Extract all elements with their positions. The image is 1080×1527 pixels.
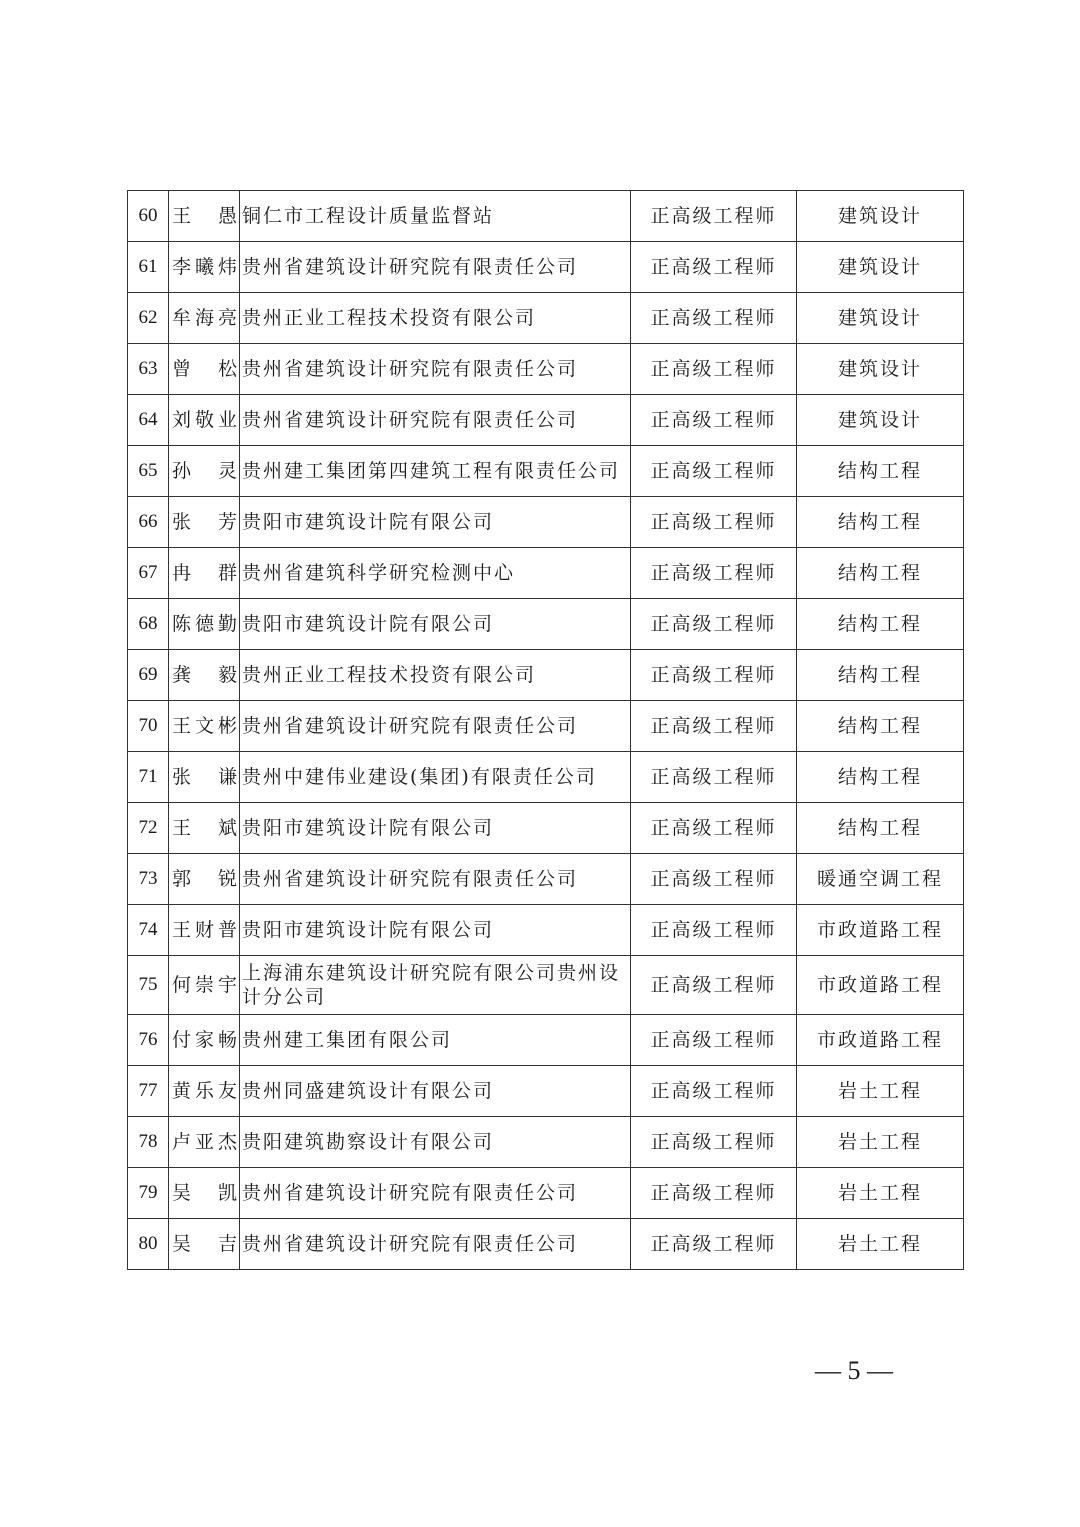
- row-number-cell: 72: [128, 803, 169, 854]
- specialty-cell: 结构工程: [797, 803, 964, 854]
- row-number-cell: 75: [128, 956, 169, 1015]
- row-number-cell: 62: [128, 293, 169, 344]
- specialty-cell: 建筑设计: [797, 344, 964, 395]
- professional-title-cell: 正高级工程师: [631, 1117, 797, 1168]
- professional-title-cell: 正高级工程师: [631, 242, 797, 293]
- professional-title-cell: 正高级工程师: [631, 650, 797, 701]
- table-row: [128, 905, 964, 956]
- organization-cell: 贵州正业工程技术投资有限公司: [240, 293, 631, 344]
- professional-title-cell: 正高级工程师: [631, 191, 797, 242]
- row-number-cell: 73: [128, 854, 169, 905]
- professional-title-cell: 正高级工程师: [631, 497, 797, 548]
- specialty-cell: 市政道路工程: [797, 905, 964, 956]
- person-name-cell: 龚 毅: [169, 650, 240, 701]
- specialty-cell: 岩土工程: [797, 1219, 964, 1270]
- row-number-cell: 65: [128, 446, 169, 497]
- table-row: [128, 1117, 964, 1168]
- row-number-cell: 66: [128, 497, 169, 548]
- table-row: [128, 854, 964, 905]
- person-name-cell: 卢亚杰: [169, 1117, 240, 1168]
- person-name-cell: 陈德勤: [169, 599, 240, 650]
- table-row: [128, 1066, 964, 1117]
- roster-body: [128, 191, 964, 1270]
- person-name-cell: 刘敬业: [169, 395, 240, 446]
- row-number-cell: 61: [128, 242, 169, 293]
- professional-title-cell: 正高级工程师: [631, 701, 797, 752]
- organization-cell: 贵阳市建筑设计院有限公司: [240, 905, 631, 956]
- specialty-cell: 结构工程: [797, 548, 964, 599]
- row-number-cell: 70: [128, 701, 169, 752]
- specialty-cell: 结构工程: [797, 752, 964, 803]
- row-number-cell: 74: [128, 905, 169, 956]
- person-name-cell: 吴 吉: [169, 1219, 240, 1270]
- person-name-cell: 付家畅: [169, 1015, 240, 1066]
- person-name-cell: 王文彬: [169, 701, 240, 752]
- professional-title-cell: 正高级工程师: [631, 293, 797, 344]
- organization-cell: 贵州省建筑设计研究院有限责任公司: [240, 1219, 631, 1270]
- table-row: [128, 242, 964, 293]
- professional-title-cell: 正高级工程师: [631, 548, 797, 599]
- table-row: [128, 446, 964, 497]
- professional-title-cell: 正高级工程师: [631, 1015, 797, 1066]
- specialty-cell: 市政道路工程: [797, 956, 964, 1015]
- professional-title-cell: 正高级工程师: [631, 1219, 797, 1270]
- organization-cell: 贵州省建筑设计研究院有限责任公司: [240, 701, 631, 752]
- organization-cell: 贵州省建筑科学研究检测中心: [240, 548, 631, 599]
- page-number: — 5 —: [815, 1356, 893, 1385]
- organization-cell: 铜仁市工程设计质量监督站: [240, 191, 631, 242]
- professional-title-cell: 正高级工程师: [631, 1066, 797, 1117]
- person-name-cell: 何崇宇: [169, 956, 240, 1015]
- row-number-cell: 67: [128, 548, 169, 599]
- row-number-cell: 63: [128, 344, 169, 395]
- person-name-cell: 牟海亮: [169, 293, 240, 344]
- person-name-cell: 冉 群: [169, 548, 240, 599]
- table-row: [128, 1168, 964, 1219]
- table-row: [128, 803, 964, 854]
- professional-title-cell: 正高级工程师: [631, 395, 797, 446]
- specialty-cell: 暖通空调工程: [797, 854, 964, 905]
- person-name-cell: 张 谦: [169, 752, 240, 803]
- organization-cell: 贵州建工集团第四建筑工程有限责任公司: [240, 446, 631, 497]
- specialty-cell: 市政道路工程: [797, 1015, 964, 1066]
- specialty-cell: 岩土工程: [797, 1168, 964, 1219]
- organization-cell: 上海浦东建筑设计研究院有限公司贵州设计分公司: [240, 956, 631, 1015]
- organization-cell: 贵阳建筑勘察设计有限公司: [240, 1117, 631, 1168]
- table-row: [128, 752, 964, 803]
- specialty-cell: 建筑设计: [797, 293, 964, 344]
- table-row: [128, 701, 964, 752]
- organization-cell: 贵州省建筑设计研究院有限责任公司: [240, 395, 631, 446]
- row-number-cell: 79: [128, 1168, 169, 1219]
- specialty-cell: 岩土工程: [797, 1117, 964, 1168]
- organization-cell: 贵州省建筑设计研究院有限责任公司: [240, 344, 631, 395]
- specialty-cell: 结构工程: [797, 650, 964, 701]
- specialty-cell: 结构工程: [797, 599, 964, 650]
- person-name-cell: 王财普: [169, 905, 240, 956]
- professional-title-cell: 正高级工程师: [631, 446, 797, 497]
- table-row: [128, 191, 964, 242]
- row-number-cell: 80: [128, 1219, 169, 1270]
- table-row: [128, 1015, 964, 1066]
- organization-cell: 贵州省建筑设计研究院有限责任公司: [240, 1168, 631, 1219]
- specialty-cell: 结构工程: [797, 701, 964, 752]
- person-name-cell: 王 愚: [169, 191, 240, 242]
- table-row: [128, 395, 964, 446]
- row-number-cell: 68: [128, 599, 169, 650]
- specialty-cell: 岩土工程: [797, 1066, 964, 1117]
- person-name-cell: 孙 灵: [169, 446, 240, 497]
- professional-title-cell: 正高级工程师: [631, 956, 797, 1015]
- table-row: [128, 599, 964, 650]
- table-row: [128, 1219, 964, 1270]
- specialty-cell: 结构工程: [797, 497, 964, 548]
- table-row: [128, 650, 964, 701]
- specialty-cell: 结构工程: [797, 446, 964, 497]
- organization-cell: 贵州同盛建筑设计有限公司: [240, 1066, 631, 1117]
- person-name-cell: 黄乐友: [169, 1066, 240, 1117]
- person-name-cell: 曾 松: [169, 344, 240, 395]
- professional-title-cell: 正高级工程师: [631, 854, 797, 905]
- row-number-cell: 64: [128, 395, 169, 446]
- table-row: [128, 956, 964, 1015]
- row-number-cell: 76: [128, 1015, 169, 1066]
- row-number-cell: 78: [128, 1117, 169, 1168]
- professional-title-cell: 正高级工程师: [631, 905, 797, 956]
- person-name-cell: 郭 锐: [169, 854, 240, 905]
- person-name-cell: 王 斌: [169, 803, 240, 854]
- professional-title-cell: 正高级工程师: [631, 803, 797, 854]
- organization-cell: 贵州省建筑设计研究院有限责任公司: [240, 242, 631, 293]
- row-number-cell: 71: [128, 752, 169, 803]
- table-row: [128, 344, 964, 395]
- specialty-cell: 建筑设计: [797, 242, 964, 293]
- roster-table: [127, 190, 964, 1270]
- row-number-cell: 60: [128, 191, 169, 242]
- row-number-cell: 77: [128, 1066, 169, 1117]
- organization-cell: 贵州正业工程技术投资有限公司: [240, 650, 631, 701]
- professional-title-cell: 正高级工程师: [631, 1168, 797, 1219]
- professional-title-cell: 正高级工程师: [631, 752, 797, 803]
- organization-cell: 贵州省建筑设计研究院有限责任公司: [240, 854, 631, 905]
- organization-cell: 贵阳市建筑设计院有限公司: [240, 497, 631, 548]
- person-name-cell: 吴 凯: [169, 1168, 240, 1219]
- specialty-cell: 建筑设计: [797, 395, 964, 446]
- organization-cell: 贵州中建伟业建设(集团)有限责任公司: [240, 752, 631, 803]
- table-row: [128, 497, 964, 548]
- organization-cell: 贵阳市建筑设计院有限公司: [240, 803, 631, 854]
- organization-cell: 贵阳市建筑设计院有限公司: [240, 599, 631, 650]
- professional-title-cell: 正高级工程师: [631, 344, 797, 395]
- person-name-cell: 张 芳: [169, 497, 240, 548]
- table-row: [128, 548, 964, 599]
- table-row: [128, 293, 964, 344]
- row-number-cell: 69: [128, 650, 169, 701]
- person-name-cell: 李曦炜: [169, 242, 240, 293]
- professional-title-cell: 正高级工程师: [631, 599, 797, 650]
- specialty-cell: 建筑设计: [797, 191, 964, 242]
- organization-cell: 贵州建工集团有限公司: [240, 1015, 631, 1066]
